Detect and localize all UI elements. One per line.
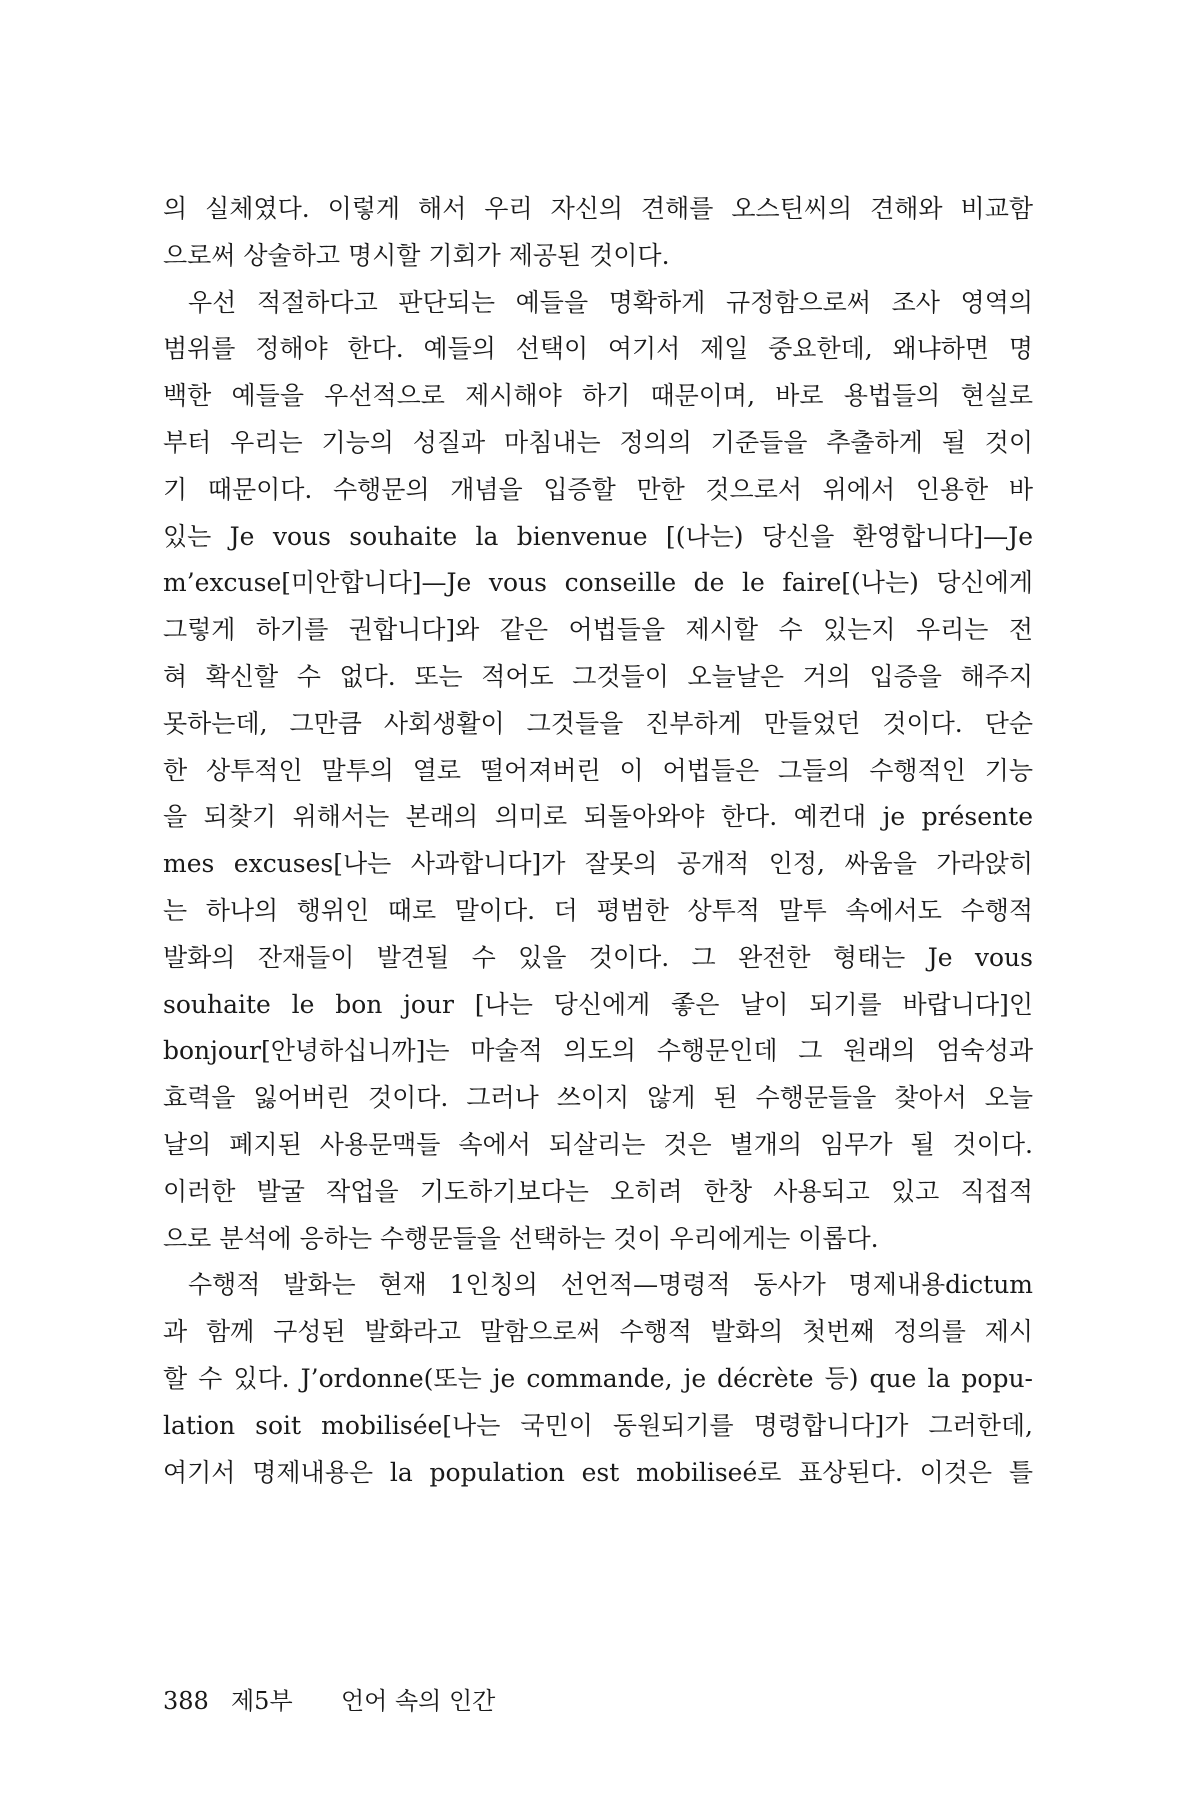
text-line: 있는 Je vous souhaite la bienvenue [(나는) 당신을 환영합니다]—Je (163, 521, 1033, 551)
text-line: 부터 우리는 기능의 성질과 마침내는 정의의 기준들을 추출하게 될 것이 (163, 427, 1033, 457)
page-footer (163, 1686, 495, 1716)
text-line: mes excuses[나는 사과합니다]가 잘못의 공개적 인정, 싸움을 가라앉히 (163, 849, 1033, 879)
text-line: 못하는데, 그만큼 사회생활이 그것들을 진부하게 만들었던 것이다. 단순 (163, 708, 1033, 738)
text-line: 백한 예들을 우선적으로 제시해야 하기 때문이며, 바로 용법들의 현실로 (163, 381, 1033, 411)
text-line: 으로써 상술하고 명시할 기회가 제공된 것이다. (163, 240, 670, 270)
text-line: 날의 폐지된 사용문맥들 속에서 되살리는 것은 별개의 임무가 될 것이다. (163, 1129, 1033, 1159)
text-line: 효력을 잃어버린 것이다. 그러나 쓰이지 않게 된 수행문들을 찾아서 오늘 (163, 1083, 1033, 1113)
text-line: 과 함께 구성된 발화라고 말함으로써 수행적 발화의 첫번째 정의를 제시 (163, 1317, 1033, 1347)
text-line: 수행적 발화는 현재 1인칭의 선언적—명령적 동사가 명제내용dictum (188, 1270, 1033, 1300)
text-line: 한 상투적인 말투의 열로 떨어져버린 이 어법들은 그들의 수행적인 기능 (163, 755, 1033, 785)
text-line: 이러한 발굴 작업을 기도하기보다는 오히려 한창 사용되고 있고 직접적 (163, 1176, 1033, 1206)
text-line: 범위를 정해야 한다. 예들의 선택이 여기서 제일 중요한데, 왜냐하면 명 (163, 334, 1033, 364)
text-line: bonjour[안녕하십니까]는 마술적 의도의 수행문인데 그 원래의 엄숙성과 (163, 1036, 1033, 1066)
text-line: 을 되찾기 위해서는 본래의 의미로 되돌아와야 한다. 예컨대 je présente (163, 802, 1033, 832)
text-line: 의 실체였다. 이렇게 해서 우리 자신의 견해를 오스틴씨의 견해와 비교함 (163, 194, 1033, 223)
body-text (163, 186, 1033, 1496)
text-line: 그렇게 하기를 권합니다]와 같은 어법들을 제시할 수 있는지 우리는 전 (163, 615, 1033, 645)
text-line: 혀 확신할 수 없다. 또는 적어도 그것들이 오늘날은 거의 입증을 해주지 (163, 661, 1033, 691)
part-title: 언어 속의 인간 (341, 1687, 496, 1715)
part-label: 제5부 (231, 1687, 293, 1715)
text-line: lation soit mobilisée[나는 국민이 동원되기를 명령합니다]가 그러한데, (163, 1410, 1033, 1440)
text-line: 으로 분석에 응하는 수행문들을 선택하는 것이 우리에게는 이롭다. (163, 1223, 879, 1253)
text-line: 우선 적절하다고 판단되는 예들을 명확하게 규정함으로써 조사 영역의 (188, 287, 1033, 317)
text-line: 여기서 명제내용은 la population est mobiliseé로 표상된다. 이것은 틀 (163, 1457, 1033, 1487)
text-line: 발화의 잔재들이 발견될 수 있을 것이다. 그 완전한 형태는 Je vous (163, 942, 1033, 972)
text-line: m’excuse[미안합니다]—Je vous conseille de le faire[(나는) 당신에게 (163, 568, 1033, 598)
page-number: 388 (163, 1687, 209, 1715)
text-line: souhaite le bon jour [나는 당신에게 좋은 날이 되기를 바랍니다]인 (163, 989, 1033, 1019)
text-line: 는 하나의 행위인 때로 말이다. 더 평범한 상투적 말투 속에서도 수행적 (163, 895, 1033, 925)
text-line: 기 때문이다. 수행문의 개념을 입증할 만한 것으로서 위에서 인용한 바 (163, 474, 1033, 504)
text-line: 할 수 있다. J’ordonne(또는 je commande, je décrète 등) que la popu- (163, 1363, 1033, 1393)
